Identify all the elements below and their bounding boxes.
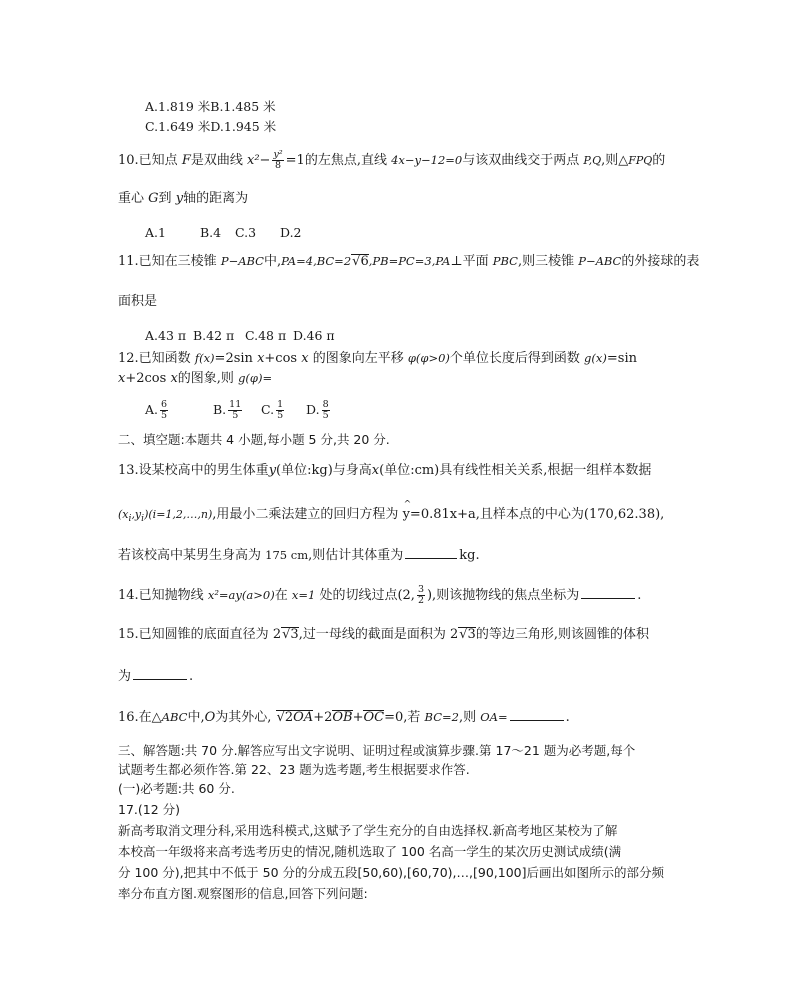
q15-text: 为 [118, 669, 132, 684]
q14-fraction [417, 585, 425, 606]
q9-option-c: C.1.649 米 [145, 119, 211, 134]
q12-options [145, 400, 332, 421]
q12-option-fraction [322, 400, 330, 421]
q12-frac-den: 5 [277, 410, 284, 421]
q12-phi: φ(φ>0) [407, 351, 450, 365]
q10-eq-fraction [272, 150, 283, 171]
q13-text: ,用最小二乘法建立的回归方程为 [212, 507, 399, 522]
q10-option-d: D.2 [280, 225, 302, 240]
q13-pair-sub: i [141, 513, 145, 525]
q10-var-f: F [181, 153, 191, 168]
q16-vector-ob: OB [332, 710, 353, 725]
q16-plus: + [352, 710, 364, 725]
q16-triangle: ABC [161, 710, 188, 724]
q13-text: 13.设某校高中的男生体重 [118, 463, 269, 478]
q10-points: P,Q [583, 154, 602, 167]
q14-answer-blank[interactable] [581, 586, 635, 599]
q13-hat: ^ [403, 500, 412, 510]
q12-x: x [170, 371, 178, 386]
q10-text: 轴的距离为 [183, 191, 249, 206]
q12-text: =sin [606, 351, 637, 366]
section-3-line-3: (一)必考题:共 60 分. [118, 781, 235, 796]
q11-text: ,则三棱锥 [517, 254, 575, 269]
q14-text: 处的切线过点(2, [319, 588, 415, 603]
q10-option-b: B.4 [200, 225, 222, 240]
q14-text: 14.已知抛物线 [118, 588, 204, 603]
q10-text: 的左焦点,直线 [304, 153, 387, 168]
q12-frac-num: 8 [322, 399, 329, 410]
q10-text: 的 [652, 153, 666, 168]
q11-stem [118, 252, 699, 271]
q15-text: 的等边三角形,则该圆锥的体积 [475, 627, 649, 642]
q17-paragraph-line-4: 率分布直方图.观察图形的信息,回答下列问题: [118, 886, 368, 901]
q10-var-y: y [175, 191, 184, 206]
q12-option-label: D. [306, 402, 320, 417]
q11-stem-line-2 [118, 293, 157, 311]
q14-x-value: x=1 [291, 588, 316, 602]
q15-text: ,过一母线的截面是面积为 [298, 627, 446, 642]
q13-pair-c: )(i=1,2,…,n) [144, 508, 213, 521]
q12-frac-num: 11 [229, 399, 242, 410]
q17-paragraph-line-3: 分 100 分),把其中不低于 50 分的分成五段[50,60),[60,70),…,[90,100]后画出如图所示的部分频 [118, 865, 664, 880]
q13-text: ,且样本点的中心为(170,62.38), [475, 507, 665, 522]
q12-frac-den: 5 [322, 410, 329, 421]
q15-end: . [189, 669, 194, 684]
q16-bc: BC=2 [424, 710, 459, 724]
q15-sqrt-value: 3 [467, 627, 476, 642]
q14-text: ),则该抛物线的焦点坐标为 [426, 588, 580, 603]
q9-option-b: B.1.485 米 [210, 99, 276, 114]
section-3-line-1: 三、解答题:共 70 分.解答应写出文字说明、证明过程或演算步骤.第 17～21 题为必考题,每个 [118, 743, 636, 758]
q10-triangle: FPQ [628, 154, 653, 167]
q11-perp: ⊥ [450, 254, 463, 269]
q10-text: ,则△ [601, 153, 629, 168]
q16-sqrt: √2 [276, 710, 294, 725]
q12-text: 12.已知函数 [118, 351, 191, 366]
q15-answer-blank[interactable] [133, 667, 187, 680]
q12-frac-num: 1 [277, 399, 284, 410]
section-2-heading: 二、填空题:本题共 4 小题,每小题 5 分,共 20 分. [118, 432, 390, 447]
q12-text: +cos [264, 351, 298, 366]
q13-answer-blank[interactable] [405, 546, 457, 559]
q13-var-y: y [268, 463, 277, 478]
q9-options-row-1 [145, 98, 276, 116]
q11-option-c: C.48 π [245, 328, 287, 343]
q12-gphi: g(φ)= [238, 371, 273, 385]
q12-x: x [301, 351, 309, 366]
q15-text: 15.已知圆锥的底面直径为 [118, 627, 269, 642]
q12-option-a [145, 400, 213, 421]
q14-frac-den: 2 [417, 595, 424, 606]
q10-text: 到 [158, 191, 172, 206]
q15-stem [118, 626, 649, 644]
q10-option-c: C.3 [235, 225, 257, 240]
q11-pyramid-2: P−ABC [578, 254, 622, 268]
q12-option-d [306, 399, 332, 421]
q13-stem [118, 462, 651, 480]
q10-line-eq: 4x−y−12=0 [391, 153, 463, 167]
q15-stem-line-2 [118, 667, 193, 686]
q12-x: x [118, 371, 126, 386]
q14-stem [118, 585, 641, 606]
q12-option-label: C. [261, 402, 275, 417]
q13-pair-a: (x [118, 508, 129, 521]
q12-option-b [213, 400, 261, 421]
q12-x: x [257, 351, 265, 366]
q12-option-label: A. [145, 402, 159, 417]
q12-option-c [261, 400, 306, 421]
q16-var-o: O [204, 710, 216, 725]
q16-text: =0,若 [384, 710, 421, 725]
q11-plane: PBC [492, 254, 518, 268]
q16-vector-oa: OA [293, 710, 314, 725]
q16-sqrt-value: 2 [284, 710, 294, 725]
q17-paragraph-line-2: 本校高一年级将来高考选考历史的情况,随机选取了 100 名高一学生的某次历史测试成绩(满 [118, 844, 622, 859]
q13-text: (单位:kg)与身高 [276, 463, 372, 478]
q12-frac-den: 5 [232, 410, 239, 421]
q11-option-d: D.46 π [293, 328, 335, 343]
q10-option-a: A.1 [145, 225, 166, 240]
q15-sqrt: √3 [282, 627, 299, 642]
q15-coef: 2 [272, 627, 282, 642]
q13-yhat [402, 500, 412, 524]
q13-stem-line-3 [118, 546, 480, 565]
q13-eq: =0.81x+a [409, 507, 476, 522]
q11-cond-2: ,PB=PC=3,PA [368, 254, 451, 268]
q11-option-b: B.42 π [193, 328, 235, 343]
q16-end: . [565, 710, 570, 725]
q16-text: 中, [187, 710, 205, 725]
q17-heading: 17.(12 分) [118, 802, 181, 817]
q13-height: 175 cm [265, 548, 309, 562]
q12-option-fraction [228, 400, 242, 421]
q16-plus: +2 [313, 710, 333, 725]
section-3-line-2: 试题考生都必须作答.第 22、23 题为选考题,考生根据要求作答. [118, 762, 470, 777]
q11-option-a: A.43 π [145, 328, 187, 343]
q15-sqrt: √3 [459, 627, 476, 642]
q10-frac-den: 8 [275, 160, 282, 171]
q14-text: 在 [274, 588, 288, 603]
q13-text: (单位:cm)具有线性相关关系,根据一组样本数据 [379, 463, 652, 478]
q10-eq-x: x²− [247, 153, 271, 168]
q10-eq-tail: =1 [285, 153, 305, 168]
q16-stem [118, 708, 570, 727]
q10-text: 10.已知点 [118, 153, 178, 168]
q11-cond-1: PA=4,BC=2 [281, 254, 352, 268]
q12-option-label: B. [213, 402, 227, 417]
q14-eq: x²=ay(a>0) [207, 588, 275, 602]
q16-answer-blank[interactable] [510, 708, 564, 721]
q12-text: 的图象向左平移 [312, 351, 404, 366]
q14-end: . [637, 588, 642, 603]
q11-sqrt: √6 [352, 254, 369, 269]
q11-text: 的外接球的表 [621, 254, 700, 269]
q9-options-row-2 [145, 118, 276, 136]
q13-text: ,则估计其体重为 [308, 548, 404, 563]
q10-text: 与该双曲线交于两点 [462, 153, 580, 168]
q10-var-g: G [148, 191, 159, 206]
q12-text: +2cos [125, 371, 167, 386]
q13-sample-pair [118, 508, 213, 525]
q11-sqrt-value: 6 [360, 254, 369, 269]
q16-oa: OA= [480, 710, 508, 724]
q11-text: 平面 [462, 254, 489, 269]
q13-y: y [402, 507, 410, 522]
q16-text: ,则 [458, 710, 477, 725]
q12-option-fraction [160, 400, 168, 421]
q12-frac-num: 6 [161, 399, 168, 410]
q11-pyramid: P−ABC [220, 254, 264, 268]
q15-sqrt-value: 3 [290, 627, 299, 642]
q11-text: 中, [263, 254, 282, 269]
q11-text: 11.已知在三棱锥 [118, 254, 217, 269]
q14-frac-num: 3 [417, 584, 424, 595]
q10-stem-line-2 [118, 190, 248, 208]
q12-text: =2sin [214, 351, 253, 366]
q11-text: 面积是 [118, 294, 158, 309]
q13-stem-line-2 [118, 500, 665, 528]
q12-gx: g(x) [584, 351, 607, 365]
q13-pair-sub: i [128, 513, 132, 525]
q10-options [145, 224, 302, 242]
q16-vector-oc: OC [363, 710, 385, 725]
q13-pair-b: ,y [131, 508, 142, 521]
q12-stem-line-2 [118, 369, 272, 388]
q9-option-a: A.1.819 米 [145, 99, 211, 114]
q12-text: 的图象,则 [177, 371, 234, 386]
q12-text: 个单位长度后得到函数 [449, 351, 580, 366]
q17-paragraph-line-1: 新高考取消文理分科,采用选科模式,这赋予了学生充分的自由选择权.新高考地区某校为了解 [118, 823, 618, 838]
q15-coef: 2 [449, 627, 459, 642]
q10-text: 是双曲线 [190, 153, 243, 168]
q13-var-x: x [371, 463, 380, 478]
q11-options [145, 327, 335, 345]
q12-option-fraction [276, 400, 284, 421]
q13-unit: kg. [459, 548, 480, 563]
q12-frac-den: 5 [161, 410, 168, 421]
q10-stem [118, 150, 665, 171]
q9-option-d: D.1.945 米 [210, 119, 277, 134]
q10-text: 重心 [118, 191, 145, 206]
q12-stem [118, 349, 637, 368]
q12-fx: f(x) [194, 351, 215, 365]
q16-text: 为其外心, [215, 710, 272, 725]
q10-frac-num: y² [273, 149, 283, 160]
q16-text: 16.在△ [118, 710, 162, 725]
q13-text: 若该校高中某男生身高为 [118, 548, 262, 563]
